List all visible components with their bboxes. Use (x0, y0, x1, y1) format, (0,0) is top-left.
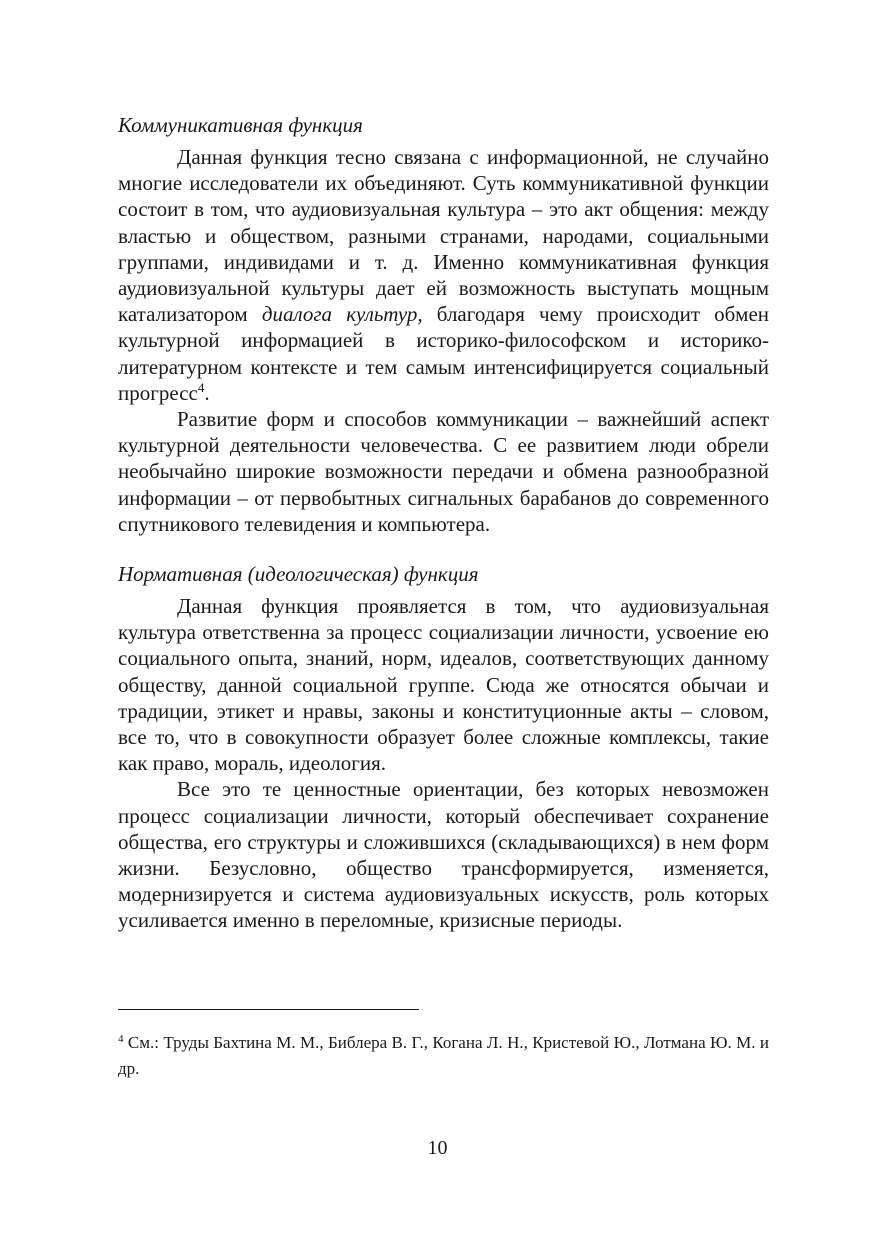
paragraph-communicative-1 (118, 144, 769, 406)
paragraph-communicative-2: Развитие форм и способов коммуникации – важнейший аспект культурной деятельности человечества. С ее развитием люди обрели необычайно широкие возможности передачи и обмена разнообразной информации – от первобытных сигнальных барабанов до современного спутникового телевидения и компьютера. (118, 407, 769, 536)
paragraph-text: Данная функция тесно связана с информационной, не случайно многие исследователи их объединяют. Суть коммуникативной функции состоит в том, что аудиовизуальная культура – это акт общения: между властью и обществом, разными странами, народами, социальными группами, индивидами и т. д. Именно коммуникативная функция аудиовизуальной культуры дает ей возможность выступать мощным катализатором (118, 145, 769, 327)
page-number: 10 (427, 1137, 448, 1159)
footnote-mark: 4 (118, 1033, 124, 1045)
footnote-reference[interactable]: 4 (197, 379, 205, 395)
paragraph-text: благодаря чему происходит обмен культурной информацией в историко-философском и историко-литературном контексте и тем самым интенсифицируется социальный прогресс (118, 302, 770, 405)
paragraph-normative-1: Данная функция проявляется в том, что аудиовизуальная культура ответственна за процесс социализации личности, усвоение ею социального опыта, знаний, норм, идеалов, соответствующих данному обществу, данной социальной группе. Сюда же относятся обычаи и традиции, этикет и нравы, законы и конституционные акты – словом, все то, что в совокупности образует более сложные комплексы, такие как право, мораль, идеология. (118, 594, 769, 776)
footnote-text: См.: Труды Бахтина М. М., Библера В. Г., Когана Л. Н., Кристевой Ю., Лотмана Ю. М. и др. (118, 1033, 769, 1078)
main-text (118, 112, 769, 934)
paragraph-end: . (204, 380, 210, 405)
footnote-divider (118, 1009, 419, 1010)
section-spacer (118, 537, 769, 561)
paragraph-normative-2: Все это те ценностные ориентации, без которых невозможен процесс социализации личности, который обеспечивает сохранение общества, его структуры и сложившихся (складывающихся) в нем форм жизни. Безусловно, общество трансформируется, изменяется, модернизируется и система аудиовизуальных искусств, роль которых усиливается именно в переломные, кризисные периоды. (118, 777, 769, 933)
section-heading-normative: Нормативная (идеологическая) функция (118, 562, 479, 587)
section-heading-communicative: Коммуникативная функция (118, 113, 363, 137)
italic-phrase: диалога культур, (261, 302, 423, 327)
footnote (118, 1030, 769, 1082)
